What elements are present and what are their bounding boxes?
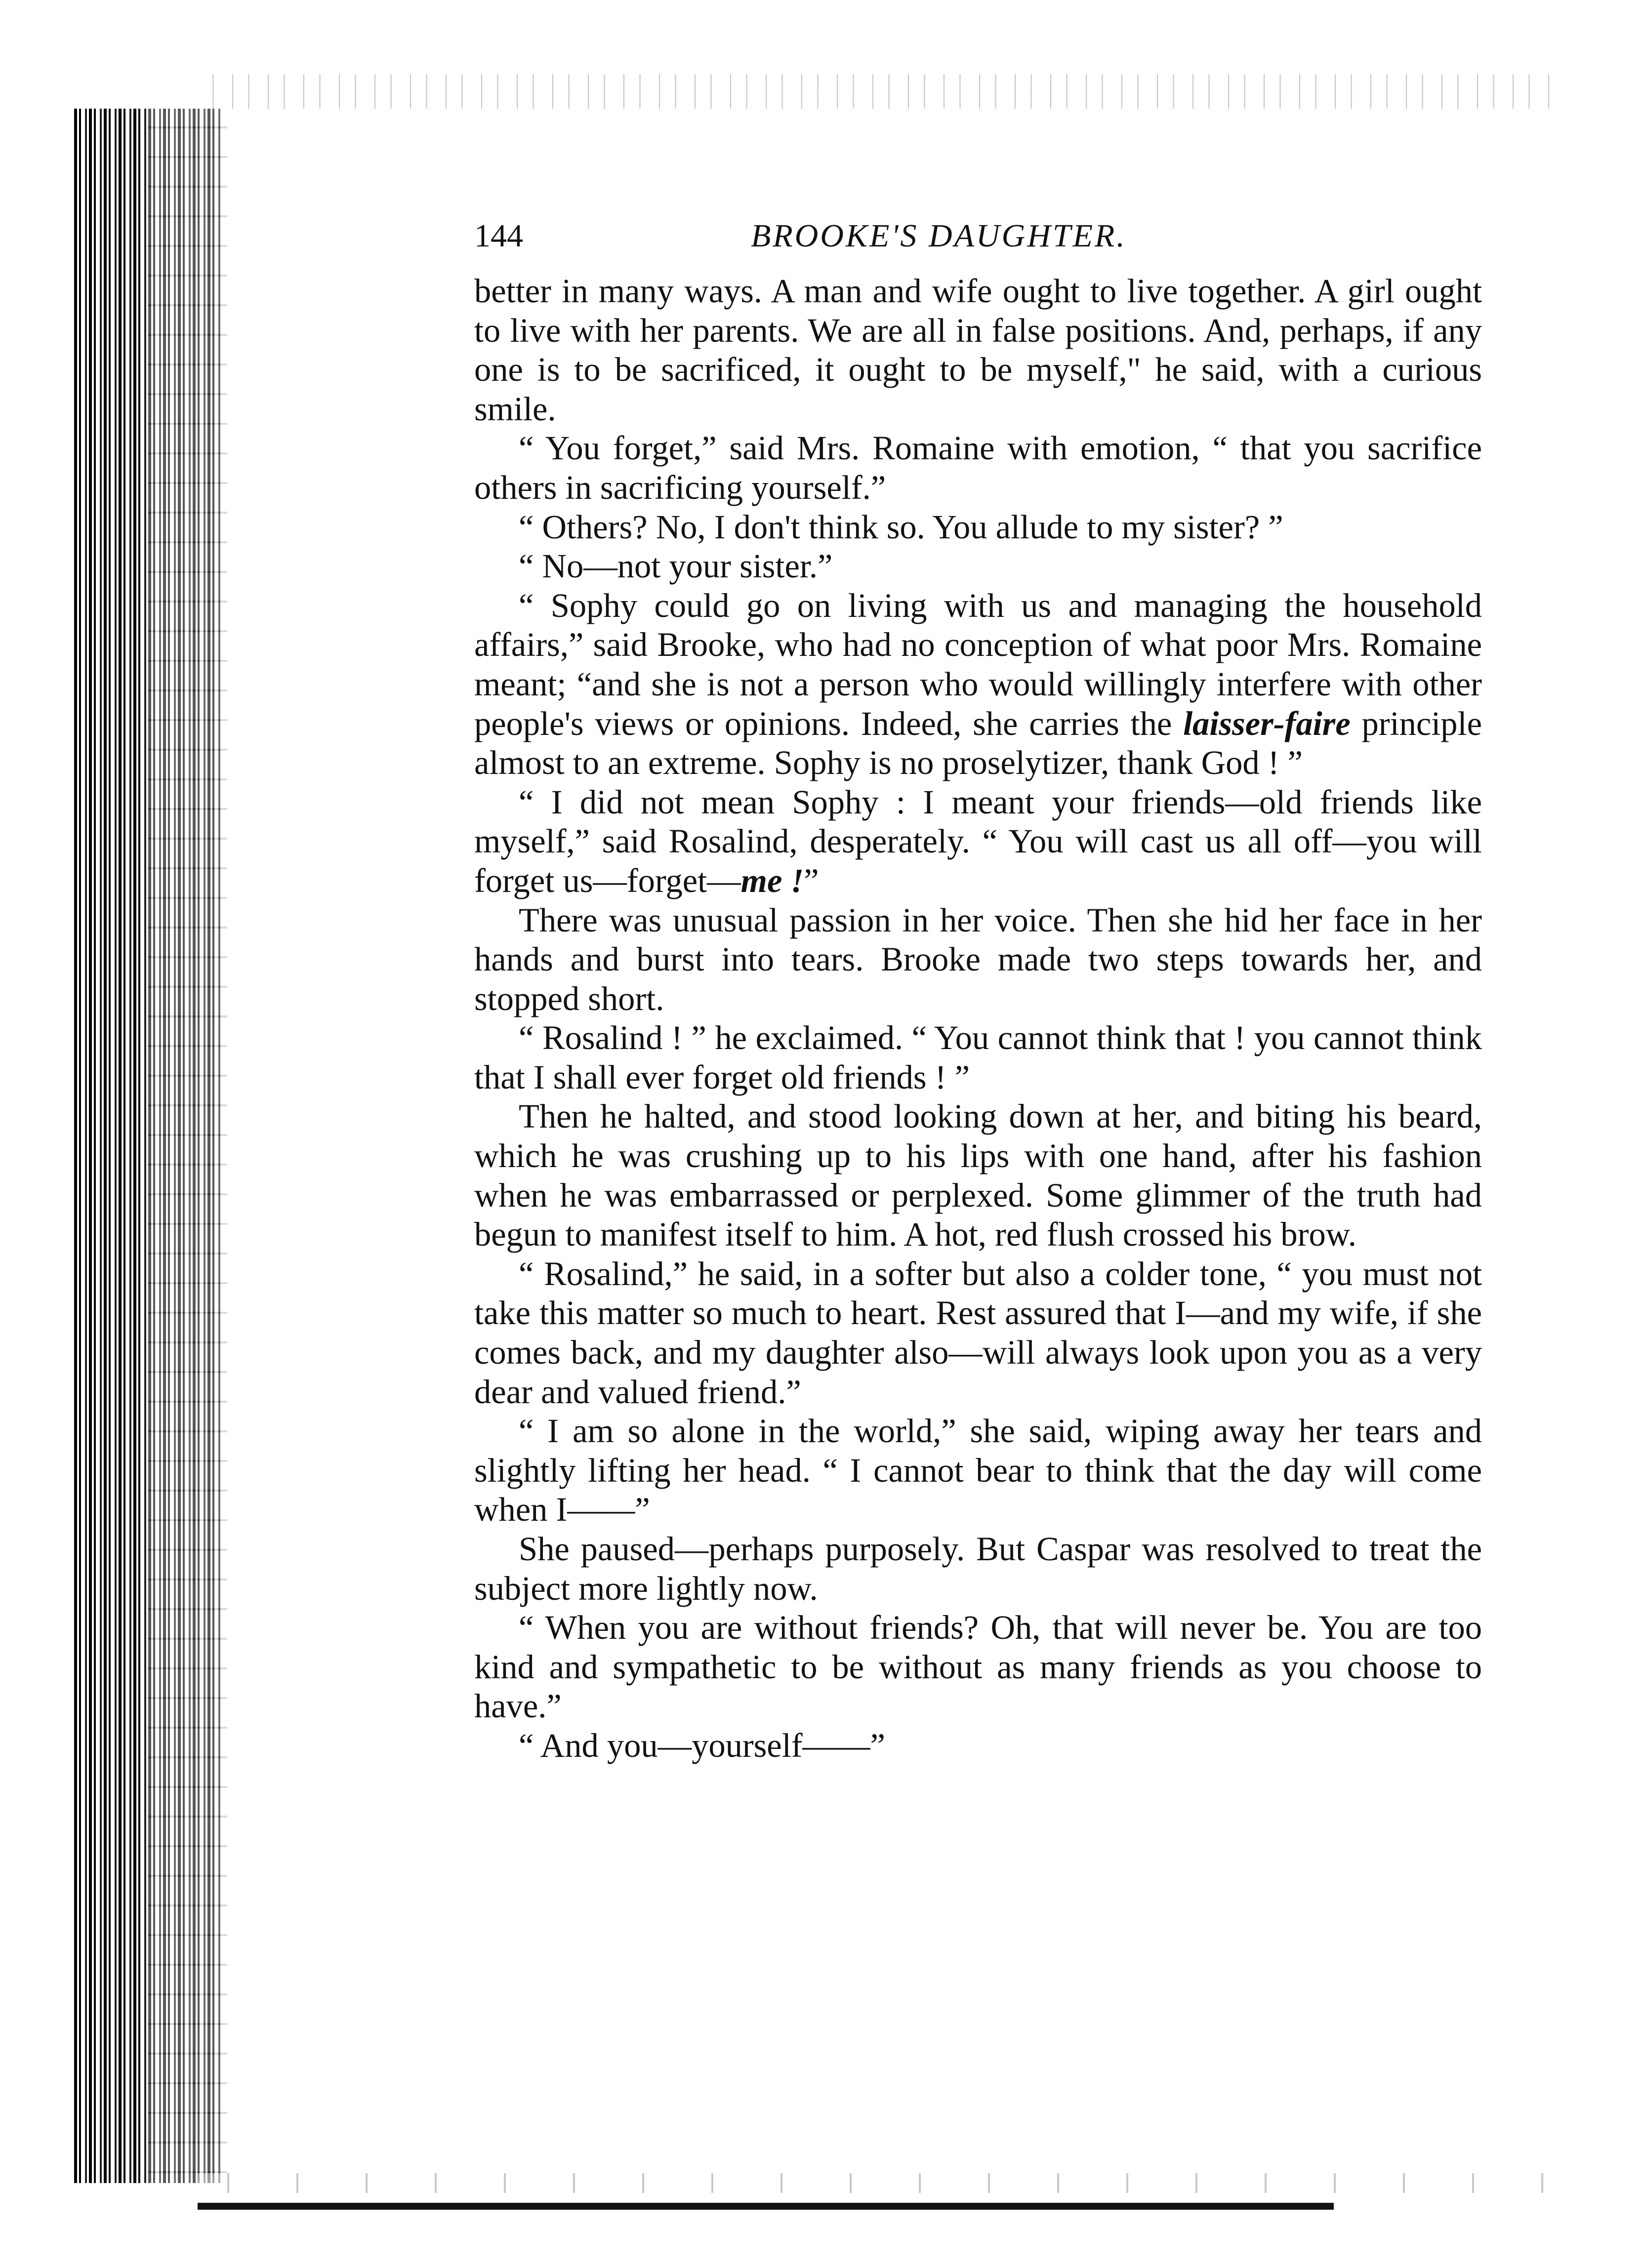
paragraph: “ When you are without friends? Oh, that will never be. You are too kind and sympathetic to be without as many friends as you choose to have.” xyxy=(474,1609,1482,1725)
bottom-edge-rule xyxy=(198,2203,1334,2210)
paragraph-text: “ I did not mean Sophy : I meant your friends—old friends like myself,” said Rosalind, desperately. “ You will cast us all off—you will forget us—forget— xyxy=(474,783,1482,899)
page-number: 144 xyxy=(474,218,523,254)
paragraph: “ Rosalind ! ” he exclaimed. “ You cannot think that ! you cannot think that I shall ever forget old friends ! ” xyxy=(474,1019,1482,1096)
running-title: BROOKE'S DAUGHTER. xyxy=(751,218,1127,254)
paragraph-text: “ Sophy could go on living with us and managing the household affairs,” said Brooke, who had no conception of what poor Mrs. Romaine meant; “and she is not a person who would willingly interfere with other people's views or opinions. Indeed, she carries the xyxy=(474,586,1482,742)
scan-noise-bottom xyxy=(198,2173,1605,2193)
paragraph xyxy=(474,783,1482,901)
paragraph: She paused—perhaps purposely. But Caspar was resolved to treat the subject more lightly now. xyxy=(474,1530,1482,1607)
paragraph: better in many ways. A man and wife ought to live together. A girl ought to live with her parents. We are all in false positions. And, perhaps, if any one is to be sacrificed, it ought to be myself," he said, with a curious smile. xyxy=(474,272,1482,428)
page-body xyxy=(474,272,1482,1766)
paragraph: “ I am so alone in the world,” she said, wiping away her tears and slightly lifting her head. “ I cannot bear to think that the day will come when I——” xyxy=(474,1412,1482,1529)
paragraph: Then he halted, and stood looking down at her, and biting his beard, which he was crushing up to his lips with one hand, after his fashion when he was embarrassed or perplexed. Some glimmer of the truth had begun to manifest itself to him. A hot, red flush crossed his brow. xyxy=(474,1097,1482,1254)
book-page xyxy=(474,207,1482,1766)
italic-phrase: laisser-faire xyxy=(1183,704,1351,742)
paragraph: “ Others? No, I don't think so. You allude to my sister? ” xyxy=(519,508,1283,546)
scan-noise-top xyxy=(198,74,1556,109)
paragraph: There was unusual passion in her voice. Then she hid her face in her hands and burst into tears. Brooke made two steps towards her, and stopped short. xyxy=(474,901,1482,1017)
italic-phrase: me ! xyxy=(740,861,804,899)
paragraph xyxy=(474,586,1482,783)
paragraph: “ And you—yourself——” xyxy=(519,1726,885,1764)
paragraph-text: ” xyxy=(804,861,819,899)
gutter-shadow xyxy=(148,109,227,2183)
paragraph: “ You forget,” said Mrs. Romaine with emotion, “ that you sacrifice others in sacrificing yourself.” xyxy=(474,429,1482,506)
paragraph-text: principle almost to an extreme. Sophy is no proselytizer, thank God ! ” xyxy=(474,704,1482,782)
page-header xyxy=(474,207,1482,272)
paragraph: “ Rosalind,” he said, in a softer but also a colder tone, “ you must not take this matter so much to heart. Rest assured that I—and my wife, if she comes back, and my daughter also—will always look upon you as a very dear and valued friend.” xyxy=(474,1255,1482,1411)
paragraph: “ No—not your sister.” xyxy=(519,547,833,585)
